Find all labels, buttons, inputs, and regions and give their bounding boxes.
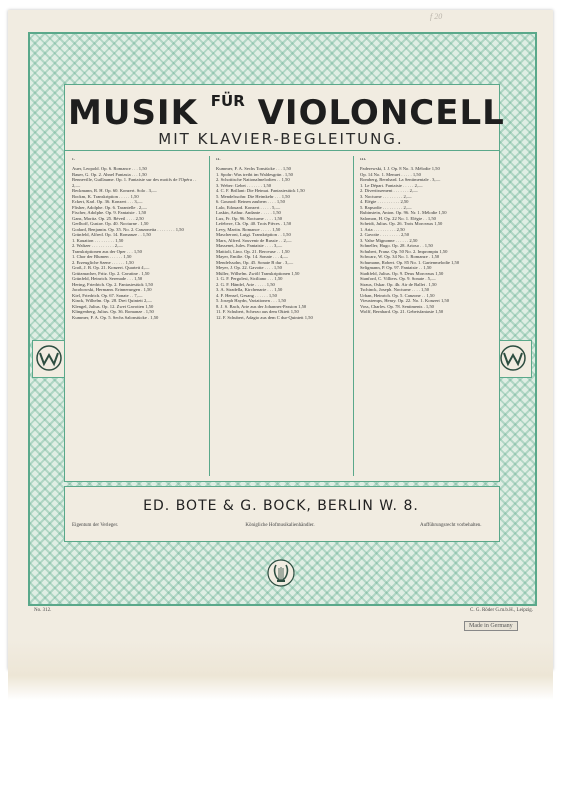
column-divider bbox=[209, 156, 210, 476]
catalogue-entry: 6. Gounod: Reinen zaubern . . . . 1,50 bbox=[216, 199, 285, 204]
catalogue-entry: Schubert, Franz. Op. 50 No. 2. Impromptu 1,50 bbox=[360, 248, 448, 254]
catalogue-entry: Stanford, C. Villiers. Op. 9. Sonate . 5,— bbox=[360, 276, 436, 281]
catalogue-entry: 3. Weber: Gebet . . . . . . . 1,50 bbox=[216, 182, 272, 188]
catalogue-entry: Godard, Benjamin. Op. 35. No. 2. Canzonetta . . . . . . . . 1,50 bbox=[72, 226, 184, 232]
catalogue-entry: Rubinstein, Anton. Op. 96. Nr. 1. Mélodie 1,50 bbox=[360, 210, 447, 215]
catalogue-entry: Bauer, G. Op. 2. Ahnel Fantasia . . . 1,50 bbox=[72, 171, 147, 177]
column-number: III. bbox=[360, 158, 367, 162]
catalogue-entry: Jacobowski, Hermann. Erinnerungen . 1,50 bbox=[72, 287, 152, 292]
catalogue-entry: Mascheroni, Luigi. Transkription . . 1,50 bbox=[216, 232, 291, 237]
catalogue-entry: Grünfeld, Heinrich. Serenade . . . 1,50 bbox=[72, 276, 143, 281]
catalogue-entry: Kinck, Wilhelm. Op. 28. Drei Quintett 2,— bbox=[72, 298, 152, 303]
catalogue-entry: Paderewski, I. J. Op. 8 No. 3. Mélodie 1,50 bbox=[360, 166, 440, 171]
catalogue-entry: Müller, Wilhelm. Zwölf Transkriptionen 1,50 bbox=[216, 270, 300, 276]
catalogue-entry: 4. F. Hensel, Gesang . . . . . . 1,50 bbox=[216, 292, 277, 298]
catalogue-entry: Hering, Friedrich. Op. 2. Fantasiestück 1,50 bbox=[72, 281, 153, 287]
catalogue-entry: Marx, Alfred. Souvenir de Russie . . 2,— bbox=[216, 237, 292, 243]
catalogue-entry: Mattioli, Lino. Op. 21. Berceuse . . 1,50 bbox=[216, 248, 290, 254]
catalogue-column-1 bbox=[72, 158, 200, 480]
catalogue-entry: 11. F. Schubert, Scherzo aus dem Oktett 1,50 bbox=[216, 309, 299, 314]
lyre-emblem-icon bbox=[266, 558, 296, 588]
title-word-violoncell: VIOLONCELL bbox=[257, 93, 505, 133]
catalogue-entry: 2. G. F. Händel, Arie . . . . . 1,50 bbox=[216, 281, 275, 287]
title-word-musik: MUSIK bbox=[68, 93, 198, 133]
pencil-mark: f 20 bbox=[430, 12, 443, 21]
catalogue-entry: Transkriptionen aus der Oper . . . 1,50 bbox=[72, 248, 142, 254]
catalogue-entry: Beckmann, R. H. Op. 60. Konzert. Solo . 3,— bbox=[72, 188, 157, 193]
catalogue-entry: Straus, Oskar. Op. 4b. Air de Ballet . 1,50 bbox=[360, 281, 437, 287]
catalogue-entry: Eckert, Karl. Op. 36. Konzert . . . 3,— bbox=[72, 199, 143, 204]
catalogue-entry: Op. 14 No. 1. Menuet . . . . . 1,50 bbox=[360, 171, 421, 177]
catalogue-entry: Lalo, Edouard. Konzert . . . . . 5,— bbox=[216, 204, 281, 210]
catalogue-entry: 1. Le Départ. Fantaisie . . . . . 2,— bbox=[360, 182, 423, 188]
catalogue-entry: Lux, Fr. Op. 96. Nocturne . . . . 1,50 bbox=[216, 215, 283, 221]
catalogue-entry: 4. Elégie . . . . . . . . . . 2,50 bbox=[360, 199, 409, 204]
catalogue-entry: Kiel, Friedrich. Op. 67. Sonate . . 7,— bbox=[72, 292, 143, 298]
catalogue-entry: Lefebvre, Ch. Op. 40. Trois Pièces . 1,50 bbox=[216, 221, 292, 226]
column-number: II. bbox=[216, 158, 221, 162]
catalogue-entry: Flisher, Adolphe. Op. 6. Tarantelle . 2,— bbox=[72, 204, 147, 210]
catalogue-entry: Mendelssohn, Op. 45. Sonate B dur . 3,— bbox=[216, 259, 294, 265]
wm-monogram-icon bbox=[498, 343, 528, 373]
catalogue-entry: 5. Mendelssohn: Die Heimkehr . . . 1,50 bbox=[216, 193, 290, 199]
catalogue-entry: Schneller, Hugo. Op. 28. Arioso . . 1,50 bbox=[360, 243, 433, 248]
catalogue-entry: Bockm, K. Transkription . . . . . 1,50 bbox=[72, 193, 139, 199]
catalogue-entry: Grützmacher, Fritz. Op. 2. Cavatine . 1,50 bbox=[72, 270, 150, 276]
catalogue-entry: Mayer, Emilie. Op. 14. Sonate . . . 4,— bbox=[216, 254, 289, 259]
catalogue-entry: 1. G. F. Pergolesi, Siciliano . . . 1,50 bbox=[216, 276, 283, 281]
page-subtitle: MIT KLAVIER-BEGLEITUNG. bbox=[158, 130, 404, 148]
catalogue-entry: 1. Kauation . . . . . . . . . 1,50 bbox=[72, 237, 124, 243]
catalogue-entry: Vieuxtemps, Henry. Op. 22. No. 1. Konzert 1,50 bbox=[360, 298, 449, 303]
column-divider bbox=[353, 156, 354, 476]
catalogue-entry: Stadtfeld, Julius. Op. 9. Deux Morceaux 1,50 bbox=[360, 270, 444, 276]
paper-edge bbox=[8, 640, 553, 700]
catalogue-entry: Klengel, Julius. Op. 12. Zwei Gavotten 1,50 bbox=[72, 303, 154, 309]
catalogue-entry: 2. Waltzer . . . . . . . . . . 2,— bbox=[72, 243, 123, 248]
catalogue-entry: 12. F. Schubert, Adagio aus dem C dur-Quintett 1,50 bbox=[216, 314, 313, 320]
catalogue-entry: Grünfeld, Alfred. Op. 14. Romanze . . 1,50 bbox=[72, 232, 151, 237]
catalogue-entry: Wolff, Bernhard. Op. 21. Gebetsfantasie 1,50 bbox=[360, 309, 444, 314]
publisher-performance-rights: Aufführungsrecht vorbehalten. bbox=[420, 523, 482, 528]
catalogue-entry: Meyer, J. Op. 22. Gavotte . . . . 1,50 bbox=[216, 265, 282, 270]
catalogue-entry: Levy, Martin. Romance . . . . . 1,50 bbox=[216, 226, 281, 232]
catalogue-number: No. 312. bbox=[34, 608, 52, 613]
catalogue-entry: 2. Schottische Nationalmelodien . . 1,50 bbox=[216, 177, 290, 182]
publisher-title: Königliche Hofmusikalienhändler. bbox=[245, 523, 315, 528]
catalogue-entry: 3. Nocturne . . . . . . . . . 2,— bbox=[360, 193, 412, 199]
catalogue-entry: Groß, J. B. Op. 21. Konzert. Quartett 4,— bbox=[72, 265, 150, 270]
catalogue-entry: Fischer, Adolphe. Op. 9. Fantaisie . 1,50 bbox=[72, 210, 147, 215]
catalogue-entry: 8. J. S. Bach, Arie aus der Johannes-Passion 1,50 bbox=[216, 303, 307, 309]
catalogue-entry: Urban, Heinrich. Op. 5. Canzone . . 1,50 bbox=[360, 292, 435, 298]
column-number: I. bbox=[72, 158, 75, 162]
catalogue-entry: 1. Aria . . . . . . . . . . 2,50 bbox=[360, 226, 405, 232]
catalogue-entry: 2. Gavotte . . . . . . . . . 2,50 bbox=[360, 232, 409, 237]
made-in-germany-stamp: Made in Germany bbox=[464, 621, 518, 631]
catalogue-entry: Auer, Leopold. Op. 6. Romance . . . 1,50 bbox=[72, 166, 147, 171]
catalogue-entry: Scheidt, Julius. Op. 26. Trois Morceaux 1,50 bbox=[360, 221, 443, 226]
catalogue-entry: 1. Chor der Blumen . . . . . . 1,50 bbox=[72, 254, 132, 259]
catalogue-entry: Benneville, Guillaume. Op. 1. Fantaisie sur des motifs de l'Opéra . . 2,— bbox=[72, 177, 197, 188]
catalogue-entry: Seligmann, P. Op. 97. Fantaisie . . 1,50 bbox=[360, 265, 432, 270]
catalogue-entry: 2. Divertissement . . . . . . . 2,— bbox=[360, 188, 418, 193]
catalogue-entry: Massenet, Jules. Fantaisie . . . . 3,— bbox=[216, 243, 283, 248]
catalogue-entry: Gans, Moritz. Op. 25. Réveil . . . . 2,50 bbox=[72, 215, 144, 221]
catalogue-entry: Laskin, Arthur. Andante . . . . . 1,50 bbox=[216, 210, 281, 215]
catalogue-entry: Kummer, F. A. Sechs Tonstücke . . . 1,50 bbox=[216, 166, 291, 171]
publisher-rights: Eigentum der Verleger. bbox=[72, 523, 119, 528]
publisher-name: ED. BOTE & G. BOCK, BERLIN W. 8. bbox=[143, 498, 419, 514]
catalogue-entry: Voss, Charles. Op. 78. Sentiments . 1,50 bbox=[360, 303, 434, 309]
catalogue-column-2 bbox=[216, 158, 344, 480]
catalogue-entry: 5. Rapsodie . . . . . . . . . 2,— bbox=[360, 204, 412, 210]
catalogue-entry: Gerlhoff, Gustav. Op. 40. Nocturne . 1,50 bbox=[72, 221, 149, 226]
catalogue-entry: Kummer, F. A. Op. 5. Sechs Salonstücke . 1,50 bbox=[72, 314, 159, 320]
wm-monogram-icon bbox=[34, 343, 64, 373]
catalogue-entry: 1. Spohr: Was treibt im Waldesgrün . 1,50 bbox=[216, 171, 293, 177]
catalogue-entry: Schumann, Robert. Op. 85 No. 1. Gartenmelodie 1,50 bbox=[360, 259, 460, 265]
title-word-fuer: FÜR bbox=[210, 92, 245, 110]
catalogue-entry: 2. Erzeugliche Szene . . . . . . 1,50 bbox=[72, 259, 134, 265]
catalogue-entry: 3. Valse Mignonne . . . . . . 2,50 bbox=[360, 237, 418, 243]
catalogue-entry: Klingenberg, Julius. Op. 36. Romanze . 1,50 bbox=[72, 309, 154, 314]
catalogue-column-3 bbox=[360, 158, 488, 480]
printer-credit: C. G. Röder G.m.b.H., Leipzig. bbox=[470, 608, 534, 613]
publisher-panel bbox=[64, 486, 500, 542]
catalogue-entry: Salomon, H. Op. 22 No. 1. Elégie . . 1,50 bbox=[360, 215, 436, 221]
catalogue-entry: 3. A. Stradella, Kirchenarie . . . 1,50 bbox=[216, 287, 283, 292]
catalogue-entry: Tschinck, Joseph. Nocturne . . . . 1,50 bbox=[360, 287, 430, 292]
catalogue-entry: 4. C. F. Brillant: Die Heimat. Fantasiestück 1,50 bbox=[216, 188, 305, 193]
catalogue-entry: 5. Joseph Haydn, Variationen . . . 1,50 bbox=[216, 298, 286, 303]
catalogue-entry: Schwarz, W. Op. 34 No. 1. Romanze . 1,50 bbox=[360, 254, 440, 259]
catalogue-entry: Romberg, Bernhard. La Sentimentale . 3,— bbox=[360, 177, 441, 182]
page-title bbox=[68, 92, 505, 133]
